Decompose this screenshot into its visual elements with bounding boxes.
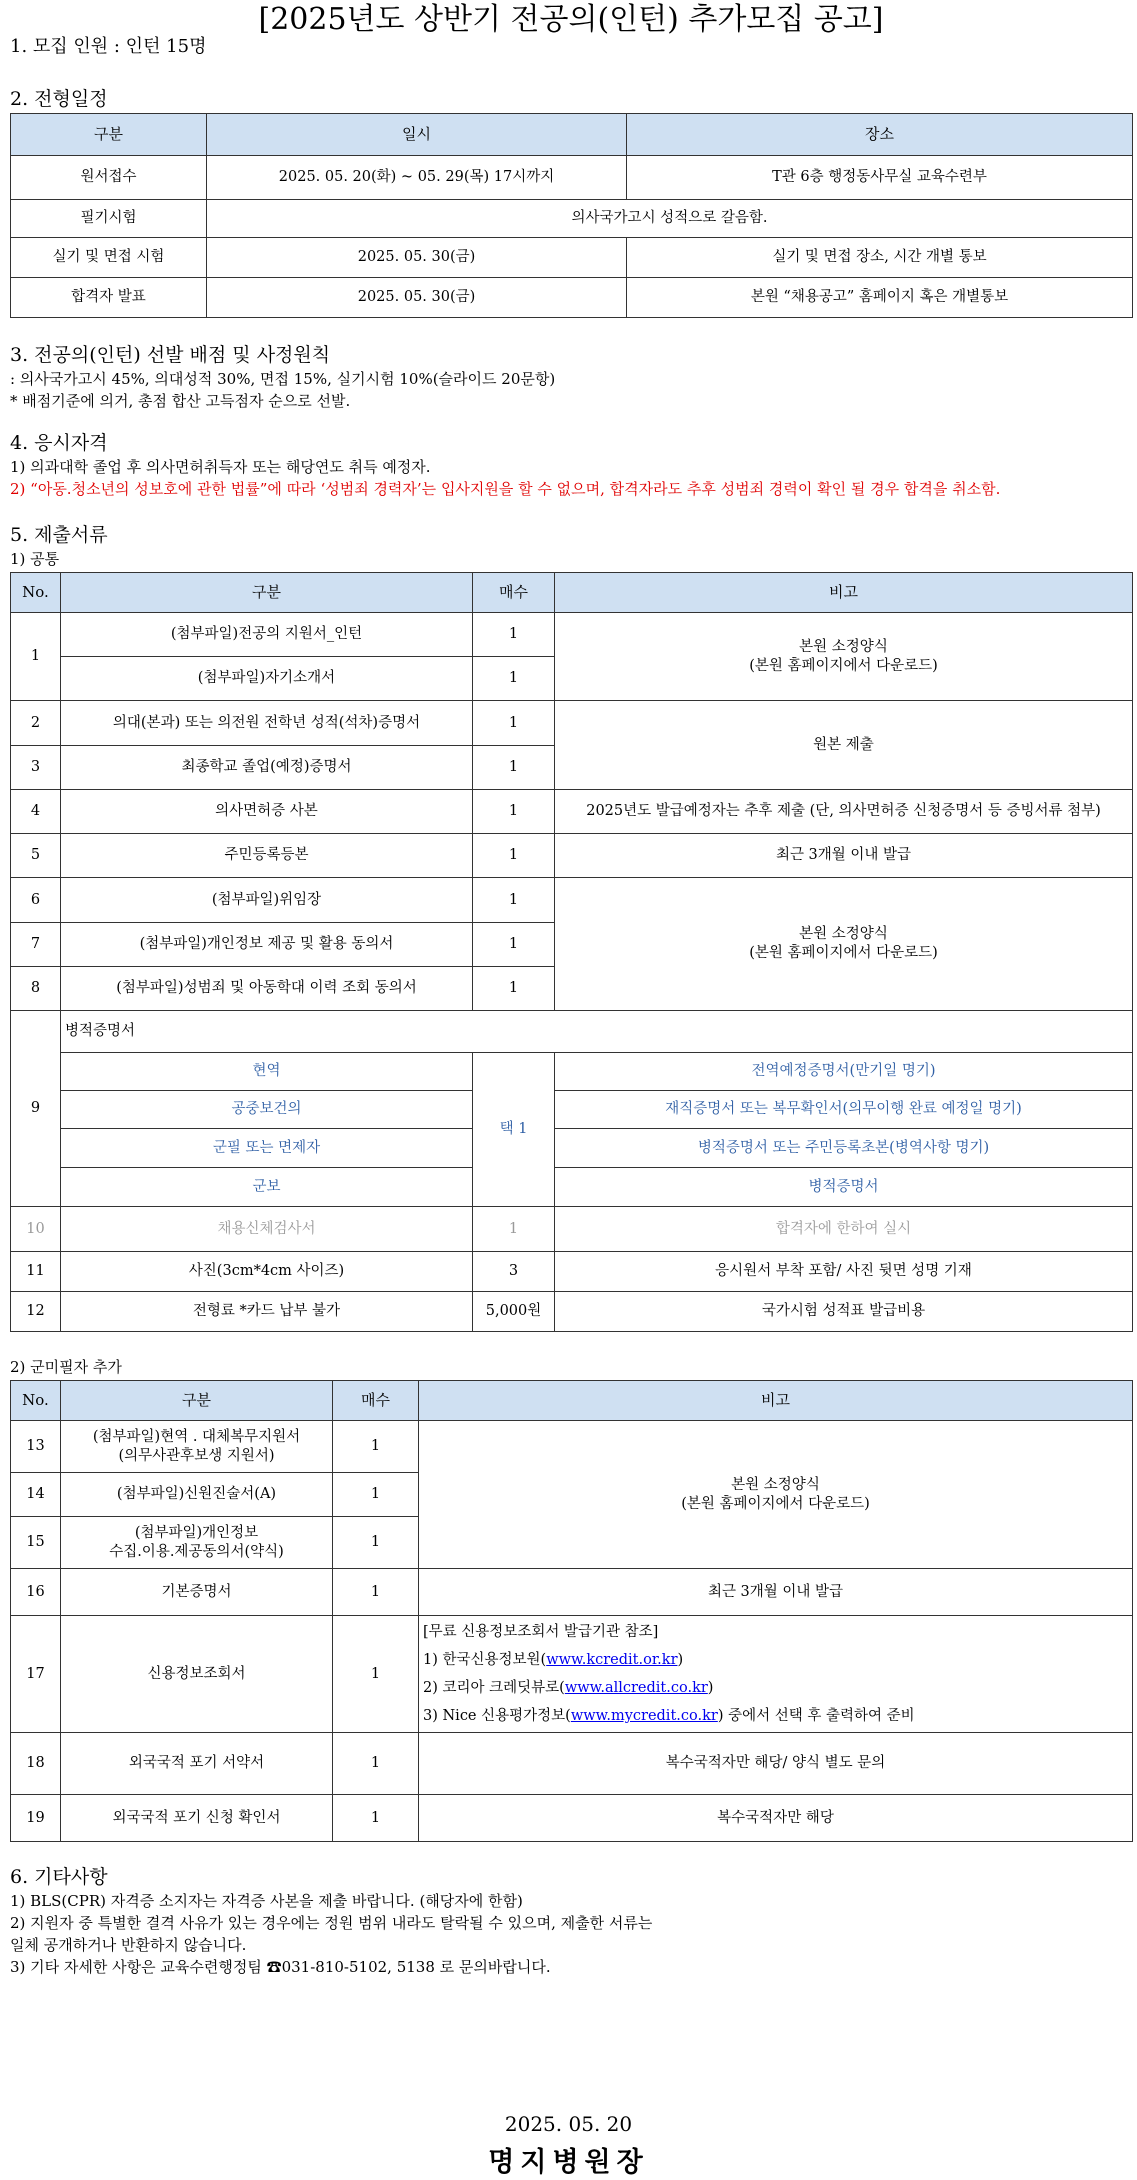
row-number: 7 [11,923,61,967]
page-title: [2025년도 상반기 전공의(인턴) 추가모집 공고] [258,2,884,37]
row-number: 2 [11,701,61,746]
doc-name: 신용정보조회서 [61,1616,333,1733]
doc-note: 최근 3개월 이내 발급 [419,1569,1133,1616]
doc-name: 전형료 *카드 납부 불가 [61,1292,473,1332]
section-1: 1. 모집 인원 : 인턴 15명 [10,36,207,57]
schedule-cell: 합격자 발표 [11,278,207,318]
schedule-cell: 실기 및 면접 장소, 시간 개별 통보 [627,238,1133,278]
military-status: 공중보건의 [61,1091,473,1129]
doc-count: 1 [333,1733,419,1795]
docs-header: 구분 [61,573,473,613]
row-number: 11 [11,1252,61,1292]
section-4-line: 1) 의과대학 졸업 후 의사면허취득자 또는 해당연도 취득 예정자. [10,458,431,476]
section-6-heading: 6. 기타사항 [10,1866,108,1888]
schedule-cell: 본원 “채용공고” 홈페이지 혹은 개별통보 [627,278,1133,318]
row-number: 10 [11,1207,61,1252]
section-5-sub1: 1) 공통 [10,550,60,568]
doc-name: (첨부파일)신원진술서(A) [61,1473,333,1517]
doc-count: 1 [473,967,555,1011]
doc-count: 1 [473,923,555,967]
docs-header: 비고 [555,573,1133,613]
documents-table-common [10,572,1133,1332]
row-number: 18 [11,1733,61,1795]
allcredit-link[interactable]: www.allcredit.co.kr [564,1680,708,1696]
doc-count: 1 [333,1569,419,1616]
docs-header: 매수 [333,1381,419,1421]
signatory: 명지병원장 [488,2147,649,2178]
schedule-cell: 의사국가고시 성적으로 갈음함. [207,200,1133,238]
docs-header: No. [11,1381,61,1421]
row-number: 13 [11,1421,61,1473]
section-6-line: 1) BLS(CPR) 자격증 소지자는 자격증 사본을 제출 바랍니다. (해당자에 한함) [10,1892,523,1910]
row-number: 9 [11,1011,61,1207]
doc-name: (첨부파일)개인정보 수집.이용.제공동의서(약식) [61,1517,333,1569]
choose-one: 택 1 [473,1053,555,1207]
doc-name: (첨부파일)전공의 지원서_인턴 [61,613,473,657]
doc-note: 국가시험 성적표 발급비용 [555,1292,1133,1332]
row-number: 16 [11,1569,61,1616]
military-doc: 전역예정증명서(만기일 명기) [555,1053,1133,1091]
schedule-cell: 2025. 05. 20(화) ~ 05. 29(목) 17시까지 [207,156,627,200]
row-number: 12 [11,1292,61,1332]
doc-note: 복수국적자만 해당/ 양식 별도 문의 [419,1733,1133,1795]
military-status: 군필 또는 면제자 [61,1129,473,1168]
credit-agencies-note: [무료 신용정보조회서 발급기관 참조] 1) 한국신용정보원(www.kcredit.or.kr) 2) 코리아 크레딧뷰로(www.allcredit.co.kr) 3) Nice 신용평가정보(www.mycredit.co.kr) 중에서 선택 후 출력하여 준비 [419,1616,1133,1733]
doc-name: (첨부파일)자기소개서 [61,657,473,701]
doc-name: (첨부파일)성범죄 및 아동학대 이력 조회 동의서 [61,967,473,1011]
doc-count: 1 [473,834,555,878]
doc-note: 2025년도 발급예정자는 추후 제출 (단, 의사면허증 신청증명서 등 증빙서류 첨부) [555,790,1133,834]
schedule-cell: T관 6층 행정동사무실 교육수련부 [627,156,1133,200]
doc-count: 1 [333,1616,419,1733]
doc-note: 본원 소정양식 (본원 홈페이지에서 다운로드) [555,613,1133,701]
doc-count: 1 [333,1421,419,1473]
doc-count: 1 [473,746,555,790]
schedule-cell: 2025. 05. 30(금) [207,238,627,278]
section-6-line: 3) 기타 자세한 사항은 교육수련행정팀 ☎031-810-5102, 5138 로 문의바랍니다. [10,1958,551,1976]
doc-count: 1 [473,657,555,701]
doc-count: 1 [473,701,555,746]
section-5-heading: 5. 제출서류 [10,524,108,546]
doc-count: 1 [473,1207,555,1252]
row-number: 14 [11,1473,61,1517]
row-number: 3 [11,746,61,790]
section-4-warning: 2) “아동.청소년의 성보호에 관한 법률”에 따라 ‘성범죄 경력자’는 입사지원을 할 수 없으며, 합격자라도 추후 성범죄 경력이 확인 될 경우 합격을 취소함. [10,480,1001,498]
row-number: 4 [11,790,61,834]
row-number: 1 [11,613,61,701]
row-number: 17 [11,1616,61,1733]
section-6-line: 2) 지원자 중 특별한 결격 사유가 있는 경우에는 정원 범위 내라도 탈락될 수 있으며, 제출한 서류는 [10,1914,653,1932]
doc-count: 1 [333,1517,419,1569]
docs-header: No. [11,573,61,613]
doc-note: 본원 소정양식 (본원 홈페이지에서 다운로드) [419,1421,1133,1569]
doc-count: 1 [473,790,555,834]
schedule-header: 일시 [207,114,627,156]
section-6-line: 일체 공개하거나 반환하지 않습니다. [10,1936,247,1954]
section-3-line: * 배점기준에 의거, 총점 합산 고득점자 순으로 선발. [10,392,351,410]
doc-name: 최종학교 졸업(예정)증명서 [61,746,473,790]
docs-header: 매수 [473,573,555,613]
kcredit-link[interactable]: www.kcredit.or.kr [546,1652,678,1668]
doc-count: 5,000원 [473,1292,555,1332]
doc-name: 의사면허증 사본 [61,790,473,834]
doc-count: 1 [333,1473,419,1517]
schedule-header: 장소 [627,114,1133,156]
schedule-header: 구분 [11,114,207,156]
doc-name: (첨부파일)위임장 [61,878,473,923]
military-doc: 병적증명서 또는 주민등록초본(병역사항 명기) [555,1129,1133,1168]
doc-note: 최근 3개월 이내 발급 [555,834,1133,878]
notice-page [10,0,1132,1978]
doc-name: (첨부파일)개인정보 제공 및 활용 동의서 [61,923,473,967]
mycredit-link[interactable]: www.mycredit.co.kr [570,1708,718,1724]
row-number: 19 [11,1795,61,1842]
doc-note: 응시원서 부착 포함/ 사진 뒷면 성명 기재 [555,1252,1133,1292]
doc-name: (첨부파일)현역 . 대체복무지원서 (의무사관후보생 지원서) [61,1421,333,1473]
section-3-heading: 3. 전공의(인턴) 선발 배점 및 사정원칙 [10,344,331,366]
doc-count: 1 [333,1795,419,1842]
doc-name: 채용신체검사서 [61,1207,473,1252]
row-number: 15 [11,1517,61,1569]
military-doc: 병적증명서 [555,1168,1133,1207]
row-number: 5 [11,834,61,878]
doc-name: 의대(본과) 또는 의전원 전학년 성적(석차)증명서 [61,701,473,746]
doc-count: 3 [473,1252,555,1292]
section-5-sub2: 2) 군미필자 추가 [10,1358,122,1376]
military-doc: 재직증명서 또는 복무확인서(의무이행 완료 예정일 명기) [555,1091,1133,1129]
doc-note: 복수국적자만 해당 [419,1795,1133,1842]
doc-name: 외국국적 포기 서약서 [61,1733,333,1795]
military-status: 현역 [61,1053,473,1091]
doc-count: 1 [473,878,555,923]
section-3-line: : 의사국가고시 45%, 의대성적 30%, 면접 15%, 실기시험 10%(슬라이드 20문항) [10,370,556,388]
schedule-cell: 실기 및 면접 시험 [11,238,207,278]
row-number: 8 [11,967,61,1011]
doc-note: 본원 소정양식 (본원 홈페이지에서 다운로드) [555,878,1133,1011]
military-status: 군보 [61,1168,473,1207]
doc-name: 사진(3cm*4cm 사이즈) [61,1252,473,1292]
row-number: 6 [11,878,61,923]
documents-table-military [10,1380,1133,1842]
section-4-heading: 4. 응시자격 [10,432,108,454]
doc-name: 외국국적 포기 신청 확인서 [61,1795,333,1842]
doc-count: 1 [473,613,555,657]
schedule-table [10,113,1133,318]
doc-note: 원본 제출 [555,701,1133,790]
military-cert-heading: 병적증명서 [61,1011,1133,1053]
docs-header: 비고 [419,1381,1133,1421]
doc-name: 기본증명서 [61,1569,333,1616]
doc-note: 합격자에 한하여 실시 [555,1207,1133,1252]
schedule-cell: 필기시험 [11,200,207,238]
docs-header: 구분 [61,1381,333,1421]
issue-date: 2025. 05. 20 [504,2112,633,2136]
schedule-cell: 원서접수 [11,156,207,200]
doc-name: 주민등록등본 [61,834,473,878]
section-2-heading: 2. 전형일정 [10,88,108,110]
schedule-cell: 2025. 05. 30(금) [207,278,627,318]
